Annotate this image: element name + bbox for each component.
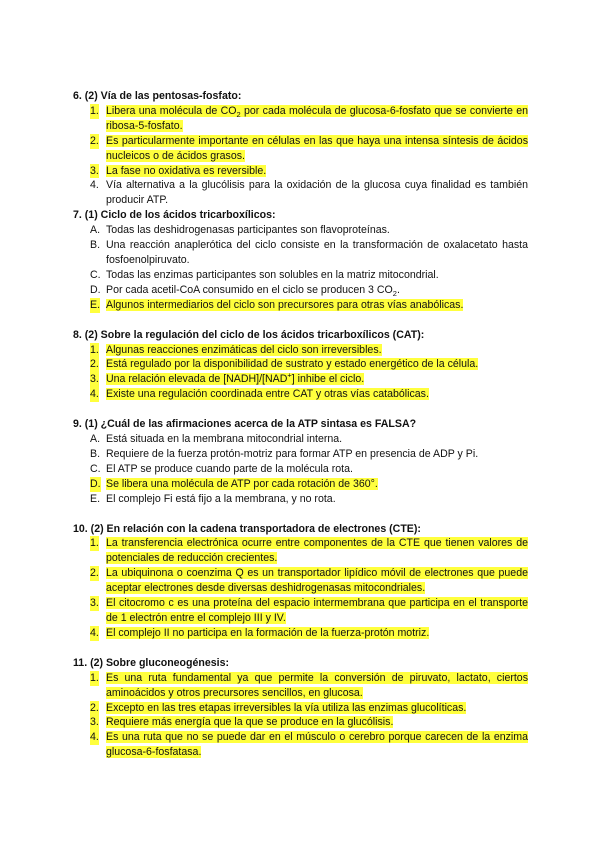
answer-marker: 1. <box>90 671 99 684</box>
answer-option <box>73 566 528 596</box>
answer-option <box>73 178 528 208</box>
answer-option <box>73 372 528 387</box>
answer-marker: D. <box>90 283 101 296</box>
answer-text: El complejo II no participa en la formación de la fuerza-protón motriz. <box>106 626 430 639</box>
answer-text: Algunas reacciones enzimáticas del ciclo son irreversibles. <box>106 343 382 356</box>
answer-marker: D. <box>90 477 101 490</box>
answer-text: La ubiquinona o coenzima Q es un transportador lipídico móvil de electrones que puede aceptar electrones desde diversas deshidrogenasas mitocondriales. <box>106 567 528 595</box>
answer-text: Es particularmente importante en células en las que haya una intensa síntesis de ácidos nucleicos o de ácidos grasos. <box>106 134 528 162</box>
answer-marker: 3. <box>90 716 99 729</box>
answer-marker: 4. <box>90 388 99 401</box>
answer-marker: 2. <box>90 567 99 580</box>
answer-text: El complejo Fi está fijo a la membrana, y no rota. <box>106 492 336 505</box>
answer-text: El citocromo c es una proteína del espacio intermembrana que participa en el transporte de 1 electrón entre el complejo III y IV. <box>106 597 528 624</box>
answer-option <box>73 134 528 164</box>
answer-text: Algunos intermediarios del ciclo son precursores para otras vías anabólicas. <box>106 298 464 311</box>
question-block <box>73 328 528 403</box>
answer-option <box>73 596 528 626</box>
answer-marker: C. <box>90 462 101 475</box>
answer-text: Excepto en las tres etapas irreversibles la vía utiliza las enzimas glucolíticas. <box>106 701 467 714</box>
answer-option <box>73 164 528 179</box>
answer-marker: A. <box>90 433 101 446</box>
question-block <box>73 208 528 312</box>
answer-marker: 1. <box>90 343 99 356</box>
answer-text: Es una ruta que no se puede dar en el músculo o cerebro porque carecen de la enzima glucosa-6-fosfatasa. <box>106 731 528 759</box>
answer-text-part: Libera una molécula de CO <box>106 104 237 117</box>
answer-text-part: por cada molécula de glucosa-6-fosfato que se convierte en ribosa-5-fosfato. <box>106 104 528 132</box>
answer-option <box>73 492 528 507</box>
answer-marker: B. <box>90 239 101 252</box>
question-block <box>73 417 528 506</box>
answer-text <box>106 284 400 296</box>
answer-text: Una reacción anaplerótica del ciclo consiste en la transformación de oxalacetato hasta fosfoenolpiruvato. <box>106 239 528 266</box>
question-block <box>73 656 528 760</box>
question-block <box>73 89 528 208</box>
answer-option <box>73 715 528 730</box>
answer-text-part: Una relación elevada de [NADH]/[NAD <box>106 373 288 386</box>
answer-list <box>73 432 528 507</box>
question-title: 7. (1) Ciclo de los ácidos tricarboxílicos: <box>73 209 276 222</box>
answer-marker: E. <box>90 492 101 505</box>
answer-list <box>73 223 528 312</box>
answer-marker: E. <box>90 298 101 311</box>
answer-option <box>73 283 528 298</box>
answer-list <box>73 104 528 208</box>
question-title: 11. (2) Sobre gluconeogénesis: <box>73 656 230 669</box>
answer-option <box>73 671 528 701</box>
answer-marker: B. <box>90 447 101 460</box>
answer-text: La fase no oxidativa es reversible. <box>106 164 267 177</box>
answer-option <box>73 104 528 134</box>
answer-text: Es una ruta fundamental ya que permite la conversión de piruvato, lactato, ciertos aminoácidos y otros precursores sencillos, en glucosa. <box>106 671 528 699</box>
superscript: + <box>287 370 292 380</box>
answer-text: Todas las enzimas participantes son solubles en la matriz mitocondrial. <box>106 268 439 281</box>
answer-marker: 2. <box>90 358 99 371</box>
answer-option <box>73 387 528 402</box>
answer-text: Existe una regulación coordinada entre CAT y otras vías catabólicas. <box>106 388 429 401</box>
answer-marker: 3. <box>90 597 99 610</box>
answer-text: La transferencia electrónica ocurre entre componentes de la CTE que tienen valores de potenciales de reducción crecientes. <box>106 537 528 565</box>
subscript: 2 <box>236 110 241 120</box>
answer-marker: 2. <box>90 134 99 147</box>
answer-marker: C. <box>90 268 101 281</box>
subscript: 2 <box>392 288 397 298</box>
question-title: 8. (2) Sobre la regulación del ciclo de los ácidos tricarboxílicos (CAT): <box>73 328 425 341</box>
answer-text <box>106 370 365 386</box>
question-title: 9. (1) ¿Cuál de las afirmaciones acerca de la ATP sintasa es FALSA? <box>73 418 417 431</box>
answer-marker: 3. <box>90 373 99 386</box>
answer-text <box>106 105 528 132</box>
answer-option <box>73 298 528 313</box>
question-title: 6. (2) Vía de las pentosas-fosfato: <box>73 90 242 102</box>
answer-text-part: . <box>396 283 400 296</box>
answer-marker: 2. <box>90 701 99 714</box>
answer-list <box>73 536 528 640</box>
answer-text: Todas las deshidrogenasas participantes son flavoproteínas. <box>106 224 390 237</box>
answer-option <box>73 432 528 447</box>
answer-option <box>73 223 528 238</box>
answer-option <box>73 343 528 358</box>
answer-marker: A. <box>90 224 101 237</box>
answer-list <box>73 671 528 760</box>
answer-option <box>73 477 528 492</box>
answer-text: Se libera una molécula de ATP por cada rotación de 360°. <box>106 477 378 490</box>
answer-text: Requiere más energía que la que se produce en la glucólisis. <box>106 716 394 729</box>
answer-option <box>73 462 528 477</box>
answer-marker: 4. <box>90 626 99 639</box>
answer-marker: 1. <box>90 104 99 117</box>
answer-text-part: ] inhibe el ciclo. <box>291 373 365 386</box>
answer-option <box>73 357 528 372</box>
answer-option <box>73 238 528 268</box>
answer-option <box>73 536 528 566</box>
answer-option <box>73 268 528 283</box>
answer-text: Está situada en la membrana mitocondrial interna. <box>106 433 343 446</box>
exam-page <box>73 89 528 760</box>
answer-option <box>73 701 528 716</box>
answer-text-part: Por cada acetil-CoA consumido en el ciclo se producen 3 CO <box>106 283 393 296</box>
answer-text: Está regulado por la disponibilidad de sustrato y estado energético de la célula. <box>106 358 479 371</box>
answer-option <box>73 447 528 462</box>
answer-text: Requiere de la fuerza protón-motriz para formar ATP en presencia de ADP y Pi. <box>106 447 479 460</box>
answer-marker: 4. <box>90 731 99 744</box>
answer-option <box>73 730 528 760</box>
answer-text: El ATP se produce cuando parte de la molécula rota. <box>106 462 353 475</box>
answer-text: Vía alternativa a la glucólisis para la oxidación de la glucosa cuya finalidad es también producir ATP. <box>106 179 528 207</box>
answer-marker: 3. <box>90 164 99 177</box>
answer-option <box>73 626 528 641</box>
answer-list <box>73 343 528 403</box>
question-block <box>73 522 528 641</box>
answer-marker: 4. <box>90 179 99 192</box>
question-title: 10. (2) En relación con la cadena transportadora de electrones (CTE): <box>73 522 421 535</box>
answer-marker: 1. <box>90 537 99 550</box>
